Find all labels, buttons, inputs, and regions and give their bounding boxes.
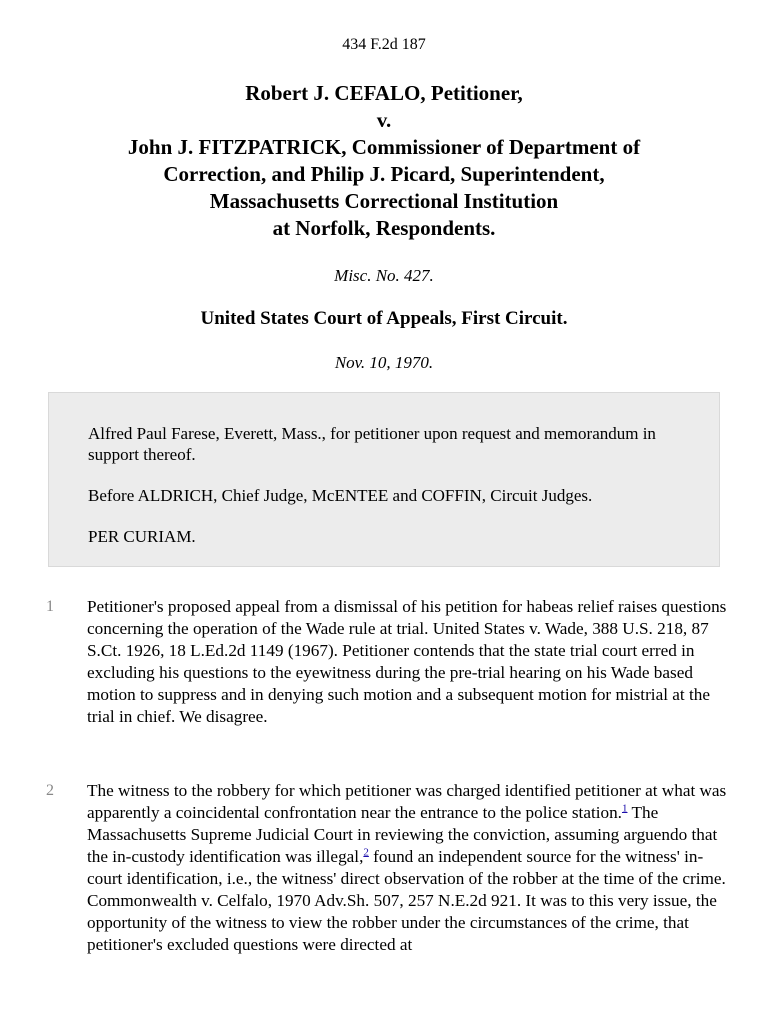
case-citation: 434 F.2d 187 — [342, 36, 426, 53]
panel-text: Before ALDRICH, Chief Judge, McENTEE and COFFIN, Circuit Judges. — [88, 486, 593, 505]
paragraph-text-part: The witness to the robbery for which petitioner was charged identified petitioner at what was apparently a coincidental confrontation near the entrance to the police station. — [87, 781, 727, 822]
per-curiam-text: PER CURIAM. — [88, 527, 196, 546]
paragraph-number: 2 — [46, 782, 54, 799]
paragraph-text-part: found an independent source for the witness' in-court identification, i.e., the witness' direct observation of the robber at the time of the crime. Commonwealth v. Celfalo, 1970 Adv.Sh. 507, 257 N.E.2d 921. It was to this very issue, the opportunity of the witness to view the robber under the circumstances of the crime, that petitioner's excluded questions were directed at — [87, 847, 726, 954]
paragraph-text: Petitioner's proposed appeal from a dismissal of his petition for habeas relief raises questions concerning the operation of the Wade rule at trial. United States v. Wade, 388 U.S. 218, 87 S.Ct. 1926, 18 L.Ed.2d 1149 (1967). Petitioner contends that the state trial court erred in excluding his questions to the eyewitness during the pre-trial hearing on his Wade based motion to suppress and in denying such motion and a subsequent motion for mistrial at the trial in chief. We disagree. — [87, 597, 727, 726]
paragraph-text-part: The Massachusetts Supreme Judicial Court in reviewing the conviction, assuming arguendo that the in-custody identification was illegal, — [87, 803, 718, 866]
title-line-respondent-2: Correction, and Philip J. Picard, Superintendent, — [163, 162, 605, 186]
title-line-respondent-3: Massachusetts Correctional Institution — [209, 189, 559, 213]
docket-number: Misc. No. 427. — [334, 266, 434, 285]
decision-date: Nov. 10, 1970. — [334, 353, 434, 372]
footnote-link-2[interactable]: 2 — [363, 846, 369, 859]
title-line-versus: v. — [376, 108, 392, 132]
footnote-link-1[interactable]: 1 — [621, 802, 628, 815]
paragraph-number: 1 — [46, 598, 54, 615]
court-name: United States Court of Appeals, First Circuit. — [200, 308, 568, 329]
title-line-respondent-4: at Norfolk, Respondents. — [272, 216, 496, 240]
header-box — [48, 392, 720, 567]
counsel-text: Alfred Paul Farese, Everett, Mass., for petitioner upon request and memorandum in support thereof. — [88, 424, 656, 464]
paragraph-text — [87, 780, 727, 956]
title-line-respondent-1: John J. FITZPATRICK, Commissioner of Department of — [127, 135, 641, 159]
title-line-petitioner: Robert J. CEFALO, Petitioner, — [245, 81, 523, 105]
case-title — [40, 80, 728, 242]
